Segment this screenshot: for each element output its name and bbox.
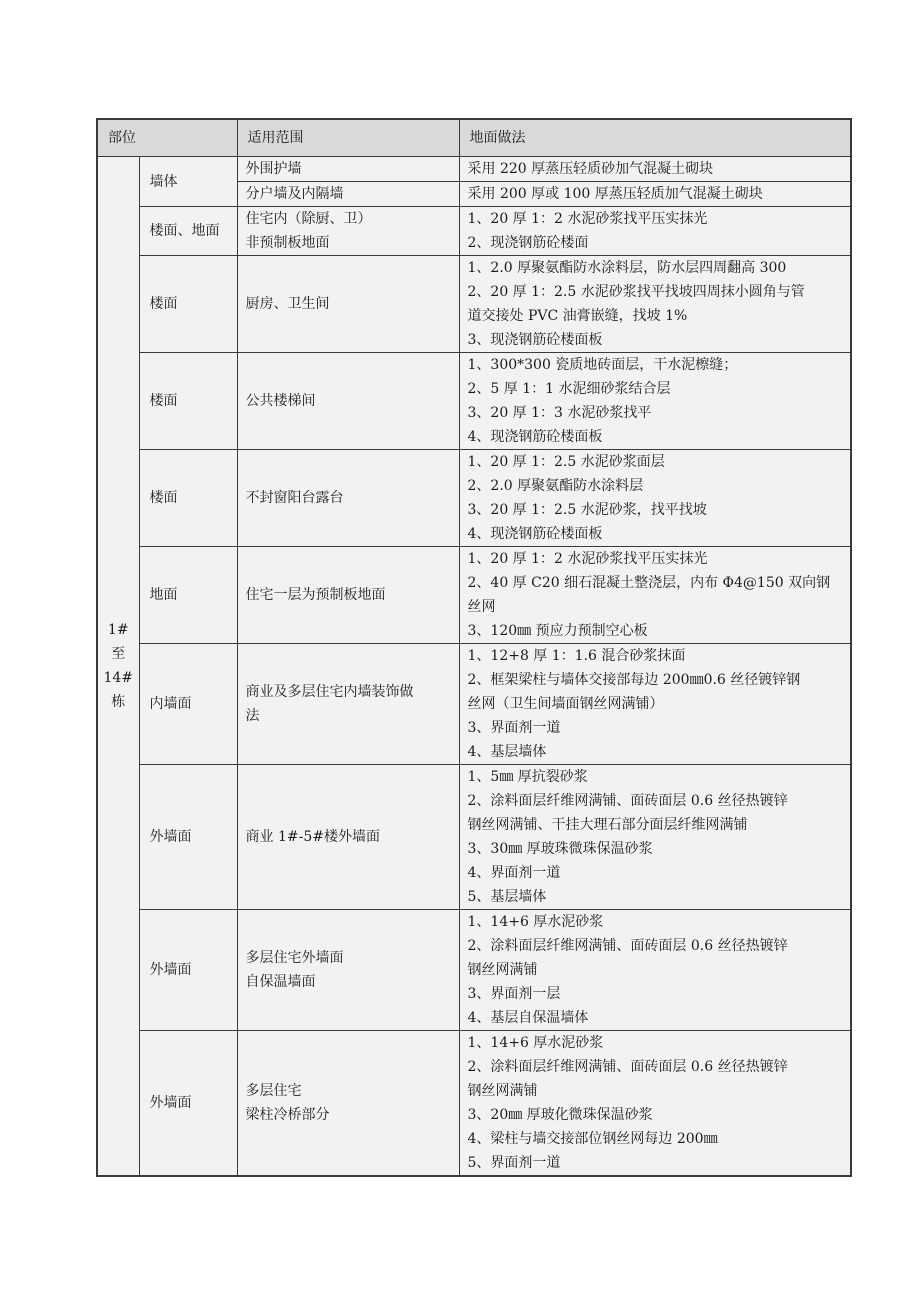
- scope-cell: [237, 256, 459, 353]
- part-cell: 外墙面: [139, 1031, 237, 1177]
- method-line: 2、框架梁柱与墙体交接部每边 200㎜0.6 丝径镀锌钢: [467, 672, 801, 688]
- table-row: [97, 207, 851, 256]
- method-line: 1、20 厚 1：2 水泥砂浆找平压实抹光: [467, 551, 708, 567]
- method-line: 1、20 厚 1：2.5 水泥砂浆面层: [467, 454, 665, 470]
- table-row: [97, 450, 851, 547]
- method-line: 2、现浇钢筋砼楼面: [467, 235, 589, 251]
- method-line: 3、现浇钢筋砼楼面板: [467, 332, 603, 348]
- building-range-cell: [97, 157, 139, 1177]
- scope-line: 外围护墙: [245, 161, 302, 177]
- method-line: 4、界面剂一道: [467, 865, 561, 881]
- method-line: 道交接处 PVC 油膏嵌缝，找坡 1%: [467, 308, 688, 324]
- method-cell: [459, 765, 851, 910]
- method-cell: [459, 353, 851, 450]
- method-line: 2、2.0 厚聚氨酯防水涂料层: [467, 478, 644, 494]
- part-cell: 楼面、地面: [139, 207, 237, 256]
- building-range-line: 1#: [107, 622, 129, 638]
- method-line: 采用 200 厚或 100 厚蒸压轻质加气混凝土砌块: [467, 186, 763, 202]
- method-line: 1、12+8 厚 1：1.6 混合砂浆抹面: [467, 648, 686, 664]
- method-line: 1、300*300 瓷质地砖面层，干水泥檫缝；: [467, 357, 738, 373]
- scope-line: 不封窗阳台露台: [245, 490, 344, 506]
- scope-cell: [237, 157, 459, 182]
- method-line: 2、40 厚 C20 细石混凝土整浇层，内布 Φ4@150 双向钢: [467, 575, 831, 591]
- method-line: 1、5㎜ 厚抗裂砂浆: [467, 769, 588, 785]
- scope-line: 非预制板地面: [245, 235, 330, 251]
- scope-cell: [237, 1031, 459, 1177]
- scope-line: 多层住宅外墙面: [245, 950, 344, 966]
- table-row: [97, 910, 851, 1031]
- method-line: 丝网（卫生间墙面钢丝网满铺）: [467, 696, 664, 712]
- method-line: 4、梁柱与墙交接部位钢丝网每边 200㎜: [467, 1131, 718, 1147]
- method-line: 采用 220 厚蒸压轻质砂加气混凝土砌块: [467, 161, 714, 177]
- table-row: [97, 157, 851, 182]
- part-cell: 外墙面: [139, 765, 237, 910]
- method-line: 4、现浇钢筋砼楼面板: [467, 429, 603, 445]
- method-line: 1、20 厚 1：2 水泥砂浆找平压实抹光: [467, 211, 708, 227]
- scope-line: 多层住宅: [245, 1083, 302, 1099]
- method-line: 2、5 厚 1：1 水泥细砂浆结合层: [467, 381, 671, 397]
- scope-cell: [237, 207, 459, 256]
- table-row: [97, 256, 851, 353]
- method-line: 5、基层墙体: [467, 889, 547, 905]
- method-cell: [459, 182, 851, 207]
- method-line: 钢丝网满铺: [467, 962, 538, 978]
- part-cell: 墙体: [139, 157, 237, 207]
- method-line: 1、14+6 厚水泥砂浆: [467, 1035, 604, 1051]
- method-line: 2、涂料面层纤维网满铺、面砖面层 0.6 丝径热镀锌: [467, 938, 788, 954]
- header-scope: 适用范围: [237, 119, 459, 157]
- table-row: [97, 1031, 851, 1177]
- part-cell: 楼面: [139, 256, 237, 353]
- table-row: [97, 644, 851, 765]
- scope-cell: [237, 910, 459, 1031]
- method-line: 钢丝网满铺、干挂大理石部分面层纤维网满铺: [467, 817, 748, 833]
- method-line: 丝网: [467, 599, 496, 615]
- building-range-line: 14#: [103, 670, 134, 686]
- header-method: 地面做法: [459, 119, 851, 157]
- method-cell: [459, 644, 851, 765]
- method-line: 4、基层墙体: [467, 744, 547, 760]
- scope-line: 梁柱冷桥部分: [245, 1107, 330, 1123]
- scope-line: 住宅内（除厨、卫）: [245, 211, 372, 227]
- method-line: 4、基层自保温墙体: [467, 1010, 589, 1026]
- method-cell: [459, 910, 851, 1031]
- scope-line: 厨房、卫生间: [245, 296, 330, 312]
- method-cell: [459, 207, 851, 256]
- method-cell: [459, 547, 851, 644]
- scope-cell: [237, 182, 459, 207]
- scope-cell: [237, 547, 459, 644]
- scope-line: 商业及多层住宅内墙装饰做: [245, 684, 414, 700]
- method-line: 4、现浇钢筋砼楼面板: [467, 526, 603, 542]
- part-cell: 地面: [139, 547, 237, 644]
- part-cell: 外墙面: [139, 910, 237, 1031]
- method-line: 钢丝网满铺: [467, 1083, 538, 1099]
- scope-line: 法: [245, 708, 260, 724]
- scope-cell: [237, 353, 459, 450]
- part-cell: 内墙面: [139, 644, 237, 765]
- header-part: 部位: [97, 119, 237, 157]
- method-cell: [459, 450, 851, 547]
- scope-cell: [237, 644, 459, 765]
- table-row: [97, 765, 851, 910]
- scope-line: 分户墙及内隔墙: [245, 186, 344, 202]
- method-line: 3、20 厚 1：3 水泥砂浆找平: [467, 405, 652, 421]
- building-range-line: 至: [111, 646, 126, 662]
- method-line: 3、30㎜ 厚玻珠微珠保温砂浆: [467, 841, 653, 857]
- method-cell: [459, 256, 851, 353]
- method-cell: [459, 1031, 851, 1177]
- method-line: 1、14+6 厚水泥砂浆: [467, 914, 604, 930]
- method-line: 3、界面剂一层: [467, 986, 561, 1002]
- scope-cell: [237, 450, 459, 547]
- method-line: 3、20 厚 1：2.5 水泥砂浆，找平找坡: [467, 502, 707, 518]
- method-line: 2、20 厚 1：2.5 水泥砂浆找平找坡四周抹小圆角与管: [467, 284, 805, 300]
- part-cell: 楼面: [139, 353, 237, 450]
- method-line: 2、涂料面层纤维网满铺、面砖面层 0.6 丝径热镀锌: [467, 793, 788, 809]
- part-cell: 楼面: [139, 450, 237, 547]
- method-cell: [459, 157, 851, 182]
- table-row: [97, 353, 851, 450]
- header-row: [97, 119, 851, 157]
- scope-line: 公共楼梯间: [245, 393, 316, 409]
- scope-line: 住宅一层为预制板地面: [245, 587, 386, 603]
- scope-cell: [237, 765, 459, 910]
- table-row: [97, 547, 851, 644]
- method-line: 3、界面剂一道: [467, 720, 561, 736]
- scope-line: 自保温墙面: [245, 974, 316, 990]
- method-line: 1、2.0 厚聚氨酯防水涂料层，防水层四周翻高 300: [467, 260, 787, 276]
- building-range-line: 栋: [111, 694, 126, 710]
- method-line: 3、20㎜ 厚玻化微珠保温砂浆: [467, 1107, 653, 1123]
- construction-spec-table: [96, 118, 852, 1177]
- method-line: 5、界面剂一道: [467, 1155, 561, 1171]
- method-line: 3、120㎜ 预应力预制空心板: [467, 623, 648, 639]
- method-line: 2、涂料面层纤维网满铺、面砖面层 0.6 丝径热镀锌: [467, 1059, 788, 1075]
- scope-line: 商业 1#-5#楼外墙面: [245, 829, 380, 845]
